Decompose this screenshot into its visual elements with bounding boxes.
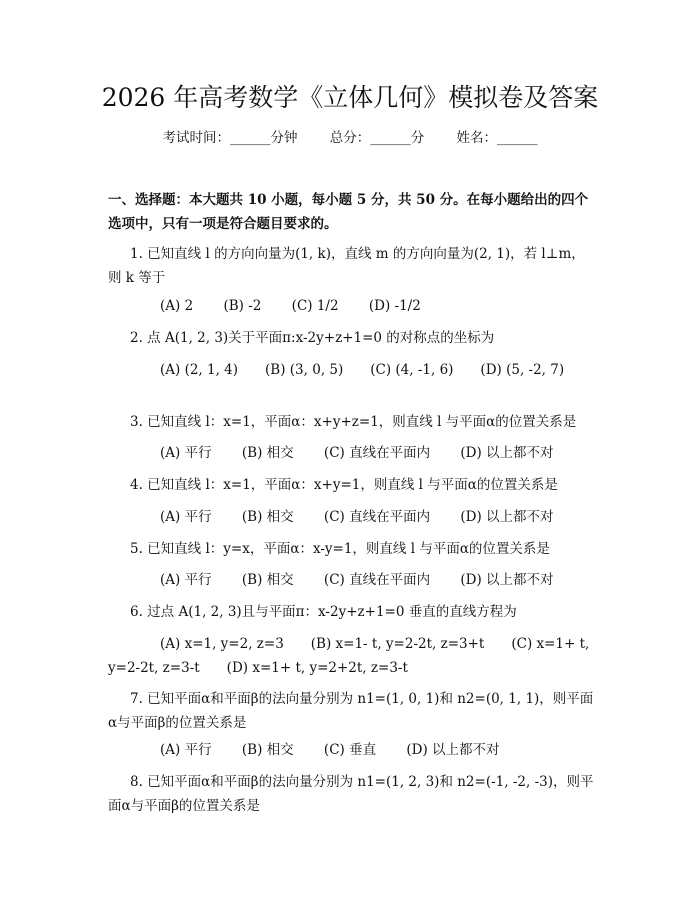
question-7-option-d: (D) 以上都不对: [406, 742, 500, 758]
question-4-stem: 4. 已知直线 l：x=1，平面α：x+y=1，则直线 l 与平面α的位置关系是: [130, 477, 558, 493]
question-3-options: [108, 441, 598, 465]
exam-score-field: 总分：______分: [329, 130, 425, 146]
question-1-option-a: (A) 2: [160, 298, 194, 314]
question-3-option-d: (D) 以上都不对: [460, 445, 554, 461]
exam-info: [0, 128, 700, 148]
question-4-option-a: (A) 平行: [160, 509, 212, 525]
question-7-option-c: (C) 垂直: [323, 742, 377, 758]
question-5-option-b: (B) 相交: [241, 572, 294, 588]
exam-time-field: 考试时间：______分钟: [162, 130, 298, 146]
question-4-options: [108, 505, 598, 529]
question-4-option-b: (B) 相交: [241, 509, 294, 525]
question-5-option-d: (D) 以上都不对: [460, 572, 554, 588]
question-6-stem: 6. 过点 A(1, 2, 3)且与平面π：x-2y+z+1=0 垂直的直线方程为: [130, 604, 517, 620]
question-3-stem: 3. 已知直线 l：x=1，平面α：x+y+z=1，则直线 l 与平面α的位置关系是: [130, 414, 577, 430]
question-8-stem: 8. 已知平面α和平面β的法向量分别为 n1=(1, 2, 3)和 n2=(-1, -2, -3)，则平面α与平面β的位置关系是: [108, 774, 594, 814]
question-4-option-d: (D) 以上都不对: [460, 509, 554, 525]
question-2-options: (A) (2, 1, 4) (B) (3, 0, 5) (C) (4, -1, 6) (D) (5, -2, 7): [160, 362, 565, 378]
question-4-option-c: (C) 直线在平面内: [323, 509, 431, 525]
question-3-option-a: (A) 平行: [160, 445, 212, 461]
question-1-option-c: (C) 1/2: [291, 298, 339, 314]
section-heading-choice: 一、选择题：本大题共 10 小题，每小题 5 分，共 50 分。在每小题给出的四个选项中，只有一项是符合题目要求的。: [108, 192, 589, 232]
question-1-option-d: (D) -1/2: [368, 298, 421, 314]
question-7-stem: 7. 已知平面α和平面β的法向量分别为 n1=(1, 0, 1)和 n2=(0, 1, 1)，则平面α与平面β的位置关系是: [108, 691, 594, 731]
exam-title: 2026 年高考数学《立体几何》模拟卷及答案: [101, 83, 599, 112]
question-7-option-b: (B) 相交: [241, 742, 294, 758]
question-3-option-b: (B) 相交: [241, 445, 294, 461]
question-3-option-c: (C) 直线在平面内: [323, 445, 431, 461]
question-5-option-a: (A) 平行: [160, 572, 212, 588]
question-1-options: [108, 294, 598, 318]
question-7-options: [108, 738, 598, 762]
question-7-option-a: (A) 平行: [160, 742, 212, 758]
question-1-stem: 1. 已知直线 l 的方向向量为(1, k)，直线 m 的方向向量为(2, 1)，若 l⊥m，则 k 等于: [108, 246, 585, 286]
question-1-option-b: (B) -2: [223, 298, 262, 314]
question-6-options: (A) x=1, y=2, z=3 (B) x=1- t, y=2-2t, z=3+t (C) x=1+ t, y=2-2t, z=3-t (D) x=1+ t, y=2+2t, z=3-t: [108, 636, 590, 676]
question-5-options: [108, 568, 598, 592]
question-5-stem: 5. 已知直线 l：y=x，平面α：x-y=1，则直线 l 与平面α的位置关系是: [130, 541, 550, 557]
question-2-stem: 2. 点 A(1, 2, 3)关于平面π:x-2y+z+1=0 的对称点的坐标为: [130, 330, 495, 346]
student-name-field: 姓名：______: [456, 130, 538, 146]
question-5-option-c: (C) 直线在平面内: [323, 572, 431, 588]
